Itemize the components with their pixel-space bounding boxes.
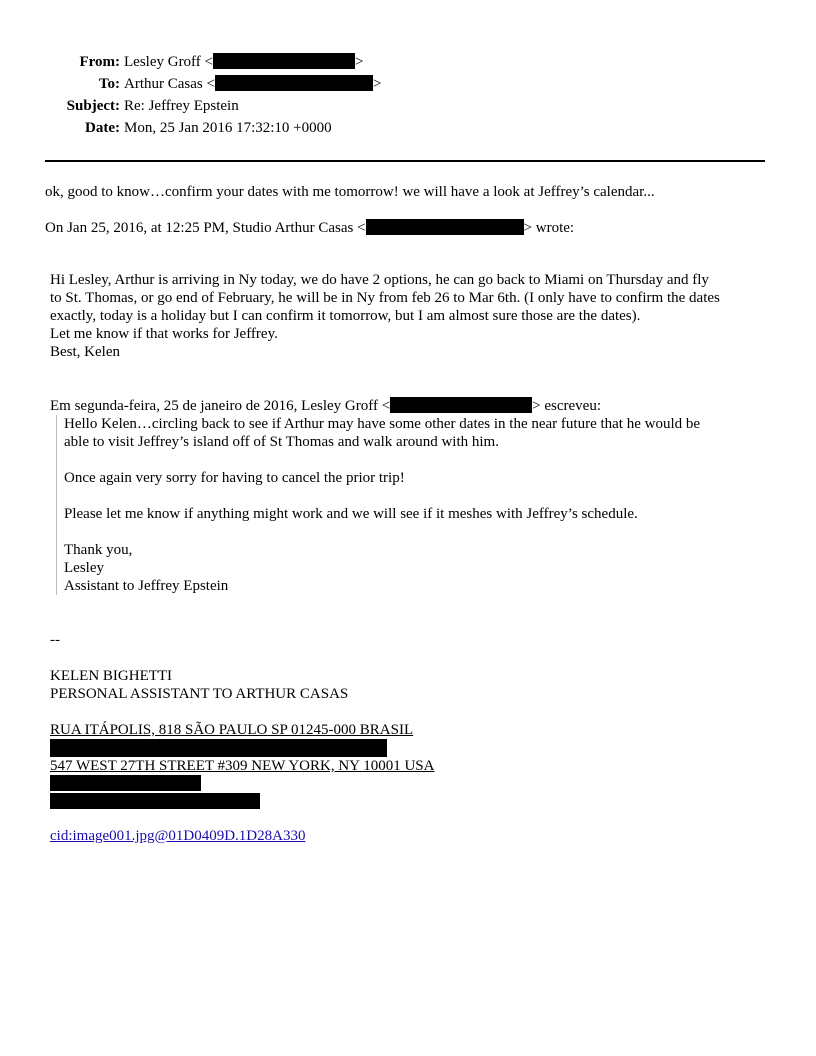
kelen-line: Best, Kelen	[50, 344, 120, 360]
header-subject-row	[0, 96, 816, 116]
signature-separator: --	[50, 632, 60, 648]
quoted-attribution-suffix: > escreveu:	[532, 398, 601, 414]
kelen-line: Hi Lesley, Arthur is arriving in Ny today, we do have 2 options, he can go back to Miami on Thursday and fly	[50, 272, 709, 288]
redacted-email	[213, 53, 355, 69]
quote-bar	[56, 415, 57, 595]
from-name: Lesley Groff <	[124, 54, 213, 70]
subject-value: Re: Jeffrey Epstein	[124, 98, 239, 114]
image-link[interactable]: cid:image001.jpg@01D0409D.1D28A330	[50, 828, 306, 844]
redacted-contact	[50, 739, 387, 757]
header-to-row	[0, 74, 816, 94]
to-label: To:	[98, 76, 120, 92]
reply-attribution-prefix: On Jan 25, 2016, at 12:25 PM, Studio Arthur Casas <	[45, 220, 366, 236]
quoted-closing: Thank you,	[64, 542, 133, 558]
quoted-attribution-prefix: Em segunda-feira, 25 de janeiro de 2016, Lesley Groff <	[50, 398, 391, 414]
redacted-email	[366, 219, 524, 235]
quoted-line: able to visit Jeffrey’s island off of St Thomas and walk around with him.	[64, 434, 499, 450]
signature-address-ny: 547 WEST 27TH STREET #309 NEW YORK, NY 10001 USA	[50, 758, 435, 774]
signature-address-brazil: RUA ITÁPOLIS, 818 SÃO PAULO SP 01245-000 BRASIL	[50, 722, 414, 738]
redacted-email	[215, 75, 373, 91]
date-value: Mon, 25 Jan 2016 17:32:10 +0000	[124, 120, 332, 136]
header-divider	[45, 160, 765, 162]
quoted-line: Hello Kelen…circling back to see if Arthur may have some other dates in the near future that he would be	[64, 416, 701, 432]
redacted-contact	[50, 793, 260, 809]
reply-attribution-suffix: > wrote:	[523, 220, 575, 236]
from-value	[124, 52, 363, 72]
quoted-signer-title: Assistant to Jeffrey Epstein	[64, 578, 229, 594]
reply-attribution	[45, 219, 574, 237]
to-close: >	[372, 76, 382, 92]
redacted-email	[390, 397, 532, 413]
reply-body: ok, good to know…confirm your dates with me tomorrow! we will have a look at Jeffrey’s calendar...	[45, 184, 655, 200]
header-date-row	[0, 118, 816, 138]
kelen-line: Let me know if that works for Jeffrey.	[50, 326, 278, 342]
from-close: >	[355, 54, 364, 70]
redacted-contact	[50, 775, 201, 791]
from-label: From:	[79, 54, 120, 70]
signature-title: PERSONAL ASSISTANT TO ARTHUR CASAS	[50, 686, 349, 702]
header-from-row	[0, 52, 816, 72]
to-value	[124, 74, 381, 94]
date-label: Date:	[85, 120, 120, 136]
signature-name: KELEN BIGHETTI	[50, 668, 173, 684]
to-name: Arthur Casas <	[124, 76, 215, 92]
kelen-line: exactly, today is a holiday but I can confirm it tomorrow, but I am almost sure those are the dates).	[50, 308, 641, 324]
quoted-attribution	[50, 397, 601, 415]
quoted-line: Please let me know if anything might work and we will see if it meshes with Jeffrey’s schedule.	[64, 506, 638, 522]
subject-label: Subject:	[66, 98, 120, 114]
kelen-line: to St. Thomas, or go end of February, he will be in Ny from feb 26 to Mar 6th. (I only have to confirm the dates	[50, 290, 720, 306]
quoted-signer: Lesley	[64, 560, 104, 576]
quoted-line: Once again very sorry for having to cancel the prior trip!	[64, 470, 405, 486]
